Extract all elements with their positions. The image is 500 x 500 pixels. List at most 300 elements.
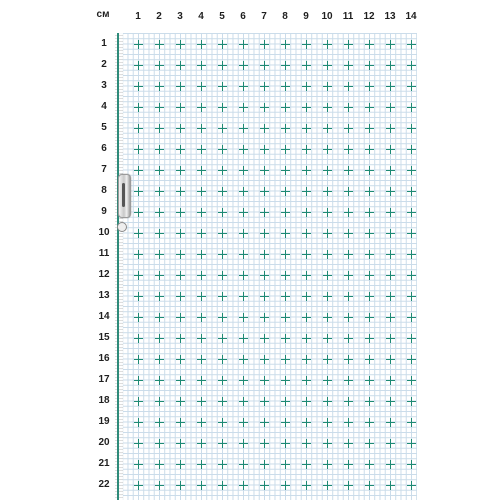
cross-mark — [176, 271, 185, 280]
cross-mark — [386, 334, 395, 343]
cross-mark — [344, 439, 353, 448]
cross-mark — [176, 208, 185, 217]
cross-mark — [155, 292, 164, 301]
cross-mark — [260, 376, 269, 385]
cross-mark — [239, 208, 248, 217]
cross-mark — [218, 481, 227, 490]
row-label-11: 11 — [98, 248, 110, 259]
cross-mark — [323, 481, 332, 490]
cross-mark — [134, 208, 143, 217]
cross-mark — [281, 145, 290, 154]
column-label-14: 14 — [405, 11, 417, 22]
cross-mark — [176, 418, 185, 427]
column-label-2: 2 — [156, 11, 162, 22]
cross-mark — [386, 460, 395, 469]
cross-mark — [302, 82, 311, 91]
cross-mark — [239, 460, 248, 469]
cross-mark — [302, 61, 311, 70]
cross-mark — [344, 187, 353, 196]
cross-mark — [197, 460, 206, 469]
row-label-7: 7 — [101, 164, 107, 175]
cross-mark — [155, 397, 164, 406]
cross-mark — [407, 334, 416, 343]
cross-mark — [218, 166, 227, 175]
cross-mark — [281, 103, 290, 112]
cross-mark — [281, 313, 290, 322]
cross-mark — [386, 82, 395, 91]
row-label-6: 6 — [101, 143, 107, 154]
column-label-13: 13 — [384, 11, 396, 22]
cross-mark — [365, 145, 374, 154]
cross-mark — [386, 208, 395, 217]
cross-mark — [197, 229, 206, 238]
cross-mark — [197, 124, 206, 133]
row-label-17: 17 — [98, 374, 110, 385]
cross-mark — [197, 208, 206, 217]
column-label-1: 1 — [135, 11, 141, 22]
cross-mark — [239, 229, 248, 238]
cross-mark — [197, 61, 206, 70]
cross-mark — [302, 229, 311, 238]
cross-mark — [155, 208, 164, 217]
cross-mark — [344, 166, 353, 175]
cross-mark — [407, 145, 416, 154]
cross-mark — [344, 481, 353, 490]
cross-mark — [302, 250, 311, 259]
row-label-18: 18 — [98, 395, 110, 406]
cross-mark — [176, 460, 185, 469]
cross-mark — [218, 103, 227, 112]
cross-mark — [155, 187, 164, 196]
cross-mark — [302, 166, 311, 175]
cross-mark — [407, 82, 416, 91]
cross-mark — [407, 481, 416, 490]
cross-mark — [134, 103, 143, 112]
cross-mark — [260, 481, 269, 490]
cross-mark — [281, 250, 290, 259]
cross-mark — [302, 355, 311, 364]
cross-mark — [386, 271, 395, 280]
cross-mark — [407, 376, 416, 385]
cross-mark — [407, 292, 416, 301]
cross-mark — [281, 166, 290, 175]
cross-mark — [260, 271, 269, 280]
cross-mark — [302, 439, 311, 448]
row-label-13: 13 — [98, 290, 110, 301]
cross-mark — [365, 82, 374, 91]
cross-mark — [323, 229, 332, 238]
cross-mark — [239, 61, 248, 70]
cross-mark — [407, 439, 416, 448]
cross-mark — [365, 334, 374, 343]
cross-mark — [407, 355, 416, 364]
cross-mark — [260, 61, 269, 70]
cross-mark — [218, 208, 227, 217]
cross-mark — [281, 460, 290, 469]
cross-mark — [323, 355, 332, 364]
cross-mark — [197, 250, 206, 259]
cross-mark — [176, 124, 185, 133]
cross-mark — [197, 271, 206, 280]
cross-mark — [365, 313, 374, 322]
cross-mark — [239, 481, 248, 490]
cross-mark — [302, 208, 311, 217]
cross-mark — [386, 187, 395, 196]
cross-mark — [302, 313, 311, 322]
cross-mark — [134, 250, 143, 259]
cross-mark — [323, 61, 332, 70]
cross-mark — [302, 397, 311, 406]
cross-mark — [260, 313, 269, 322]
cross-mark — [134, 145, 143, 154]
cross-mark — [197, 439, 206, 448]
cross-mark — [260, 82, 269, 91]
cross-mark — [260, 292, 269, 301]
cross-mark — [260, 103, 269, 112]
cross-mark — [218, 187, 227, 196]
cross-mark — [134, 334, 143, 343]
cross-mark — [239, 187, 248, 196]
cross-mark — [323, 292, 332, 301]
column-label-10: 10 — [321, 11, 333, 22]
row-label-15: 15 — [98, 332, 110, 343]
cross-mark — [281, 124, 290, 133]
cross-mark — [260, 334, 269, 343]
cross-mark — [197, 376, 206, 385]
cross-mark — [281, 61, 290, 70]
cross-mark — [197, 103, 206, 112]
cross-mark — [239, 82, 248, 91]
cross-mark — [407, 61, 416, 70]
cross-mark — [344, 292, 353, 301]
cross-mark — [176, 397, 185, 406]
cross-mark — [260, 145, 269, 154]
cross-mark — [218, 376, 227, 385]
cross-mark — [365, 229, 374, 238]
cross-mark — [134, 418, 143, 427]
cross-mark — [155, 439, 164, 448]
cross-mark — [407, 187, 416, 196]
row-label-14: 14 — [98, 311, 110, 322]
cross-mark — [407, 40, 416, 49]
cross-mark — [155, 145, 164, 154]
cross-mark — [407, 397, 416, 406]
cross-mark — [155, 40, 164, 49]
cross-mark — [260, 250, 269, 259]
cross-mark — [155, 460, 164, 469]
cross-mark — [239, 145, 248, 154]
cross-mark — [386, 250, 395, 259]
row-label-10: 10 — [98, 227, 110, 238]
cross-mark — [239, 40, 248, 49]
cross-mark — [386, 229, 395, 238]
cross-mark — [365, 355, 374, 364]
cross-mark — [134, 124, 143, 133]
cross-mark — [302, 481, 311, 490]
cross-mark — [302, 271, 311, 280]
cross-mark — [260, 187, 269, 196]
cross-mark — [134, 292, 143, 301]
cross-mark — [176, 40, 185, 49]
cross-mark — [134, 376, 143, 385]
cross-mark — [260, 460, 269, 469]
cross-mark — [218, 334, 227, 343]
cross-mark — [176, 439, 185, 448]
cross-mark — [134, 271, 143, 280]
cross-mark — [218, 250, 227, 259]
cross-mark — [155, 313, 164, 322]
cross-mark — [260, 397, 269, 406]
cross-mark — [281, 208, 290, 217]
cross-mark — [155, 418, 164, 427]
cross-mark — [365, 481, 374, 490]
cross-mark — [302, 124, 311, 133]
cross-mark — [365, 271, 374, 280]
ring-icon — [117, 222, 127, 232]
cross-mark — [407, 460, 416, 469]
cross-mark — [176, 229, 185, 238]
cross-mark — [239, 334, 248, 343]
cross-mark — [281, 439, 290, 448]
cross-mark — [344, 271, 353, 280]
cross-mark — [176, 82, 185, 91]
cross-mark — [155, 166, 164, 175]
cross-mark — [323, 40, 332, 49]
cross-mark — [281, 229, 290, 238]
cross-mark — [344, 61, 353, 70]
cross-mark — [239, 250, 248, 259]
cross-mark — [386, 40, 395, 49]
cross-mark — [323, 376, 332, 385]
cross-mark — [365, 460, 374, 469]
row-label-4: 4 — [101, 101, 107, 112]
cross-mark — [134, 313, 143, 322]
cross-mark — [197, 418, 206, 427]
cross-mark — [281, 187, 290, 196]
cross-mark — [134, 397, 143, 406]
cross-mark — [260, 208, 269, 217]
cross-mark — [407, 313, 416, 322]
cross-mark — [281, 40, 290, 49]
cross-mark — [365, 187, 374, 196]
cross-mark — [365, 208, 374, 217]
cross-mark — [344, 229, 353, 238]
cross-mark — [197, 82, 206, 91]
cross-mark — [155, 334, 164, 343]
cross-mark — [323, 460, 332, 469]
cross-mark — [281, 397, 290, 406]
cross-mark — [176, 313, 185, 322]
cross-mark — [134, 460, 143, 469]
row-label-16: 16 — [98, 353, 110, 364]
row-label-19: 19 — [98, 416, 110, 427]
cross-mark — [155, 250, 164, 259]
cross-mark — [302, 40, 311, 49]
cross-mark — [323, 334, 332, 343]
cross-mark — [239, 376, 248, 385]
cross-mark — [323, 439, 332, 448]
row-label-2: 2 — [101, 59, 107, 70]
cross-mark — [281, 481, 290, 490]
column-label-3: 3 — [177, 11, 183, 22]
row-label-21: 21 — [98, 458, 110, 469]
column-label-8: 8 — [282, 11, 288, 22]
cross-mark — [344, 40, 353, 49]
cross-mark — [365, 418, 374, 427]
cross-mark — [260, 166, 269, 175]
cross-mark — [176, 481, 185, 490]
cross-mark — [134, 481, 143, 490]
cross-mark — [365, 40, 374, 49]
cross-mark — [197, 145, 206, 154]
cross-mark — [197, 187, 206, 196]
column-label-9: 9 — [303, 11, 309, 22]
cross-mark — [134, 82, 143, 91]
cross-mark — [197, 355, 206, 364]
cross-mark — [239, 313, 248, 322]
cross-mark — [197, 166, 206, 175]
cross-mark — [197, 397, 206, 406]
cross-mark — [155, 229, 164, 238]
cross-mark — [407, 418, 416, 427]
cross-mark — [386, 292, 395, 301]
cross-mark — [218, 313, 227, 322]
cross-mark — [197, 481, 206, 490]
cross-mark — [239, 292, 248, 301]
cross-mark — [155, 271, 164, 280]
cross-mark — [176, 61, 185, 70]
cross-mark — [344, 82, 353, 91]
row-label-22: 22 — [98, 479, 110, 490]
column-label-5: 5 — [219, 11, 225, 22]
row-label-3: 3 — [101, 80, 107, 91]
cross-mark — [386, 166, 395, 175]
cross-mark — [281, 292, 290, 301]
column-label-6: 6 — [240, 11, 246, 22]
cross-mark — [218, 229, 227, 238]
cross-mark — [365, 124, 374, 133]
cross-mark — [176, 355, 185, 364]
cross-mark — [386, 418, 395, 427]
cross-mark — [344, 124, 353, 133]
cross-mark — [260, 355, 269, 364]
cross-mark — [239, 166, 248, 175]
cross-mark — [407, 166, 416, 175]
cross-mark — [134, 166, 143, 175]
cross-mark — [134, 40, 143, 49]
cross-mark — [176, 103, 185, 112]
cross-mark — [323, 418, 332, 427]
cross-mark — [386, 481, 395, 490]
cross-mark — [281, 334, 290, 343]
column-label-4: 4 — [198, 11, 204, 22]
cross-mark — [344, 313, 353, 322]
cross-mark — [365, 397, 374, 406]
cross-mark — [218, 460, 227, 469]
cross-mark — [176, 334, 185, 343]
cross-mark — [365, 250, 374, 259]
cross-mark — [176, 292, 185, 301]
cross-mark — [302, 292, 311, 301]
cross-mark — [176, 187, 185, 196]
cross-mark — [323, 103, 332, 112]
cross-mark — [134, 187, 143, 196]
cross-mark — [386, 124, 395, 133]
cross-mark — [281, 82, 290, 91]
cross-mark — [302, 187, 311, 196]
cross-mark — [386, 355, 395, 364]
unit-label: см — [96, 9, 110, 20]
cross-mark — [155, 376, 164, 385]
cross-mark — [323, 397, 332, 406]
cross-mark — [365, 61, 374, 70]
cross-mark — [218, 292, 227, 301]
cross-mark — [386, 145, 395, 154]
cross-mark — [239, 397, 248, 406]
sheet-edge-line — [117, 33, 119, 500]
row-label-20: 20 — [98, 437, 110, 448]
cross-mark — [281, 271, 290, 280]
cross-mark — [281, 418, 290, 427]
cross-mark — [323, 187, 332, 196]
cross-mark — [218, 82, 227, 91]
cross-mark — [239, 124, 248, 133]
cross-mark — [176, 166, 185, 175]
cross-mark — [260, 229, 269, 238]
cross-mark — [407, 250, 416, 259]
cross-mark — [176, 250, 185, 259]
cross-mark — [239, 439, 248, 448]
cross-mark — [302, 418, 311, 427]
cross-mark — [260, 124, 269, 133]
cross-mark — [344, 460, 353, 469]
cross-mark — [323, 313, 332, 322]
cross-mark — [134, 61, 143, 70]
cross-mark — [386, 313, 395, 322]
cross-mark — [197, 292, 206, 301]
cross-mark — [323, 250, 332, 259]
cross-mark — [197, 313, 206, 322]
cross-mark — [218, 61, 227, 70]
cross-mark — [386, 376, 395, 385]
cross-mark — [218, 124, 227, 133]
cross-mark — [155, 82, 164, 91]
cross-mark — [344, 334, 353, 343]
cross-mark — [218, 145, 227, 154]
cross-mark — [197, 40, 206, 49]
column-label-12: 12 — [363, 11, 375, 22]
cross-mark — [323, 271, 332, 280]
cross-mark — [407, 229, 416, 238]
cross-mark — [239, 418, 248, 427]
cross-mark — [155, 355, 164, 364]
cross-mark — [344, 208, 353, 217]
cross-mark — [155, 124, 164, 133]
cross-mark — [155, 103, 164, 112]
cross-mark — [344, 145, 353, 154]
cross-mark — [260, 439, 269, 448]
cross-mark — [407, 124, 416, 133]
cross-mark — [302, 145, 311, 154]
cross-mark — [344, 418, 353, 427]
cross-mark — [407, 103, 416, 112]
cross-mark — [386, 61, 395, 70]
row-label-12: 12 — [98, 269, 110, 280]
cross-mark — [302, 103, 311, 112]
cross-mark — [260, 418, 269, 427]
cross-mark — [176, 145, 185, 154]
cross-mark — [365, 103, 374, 112]
